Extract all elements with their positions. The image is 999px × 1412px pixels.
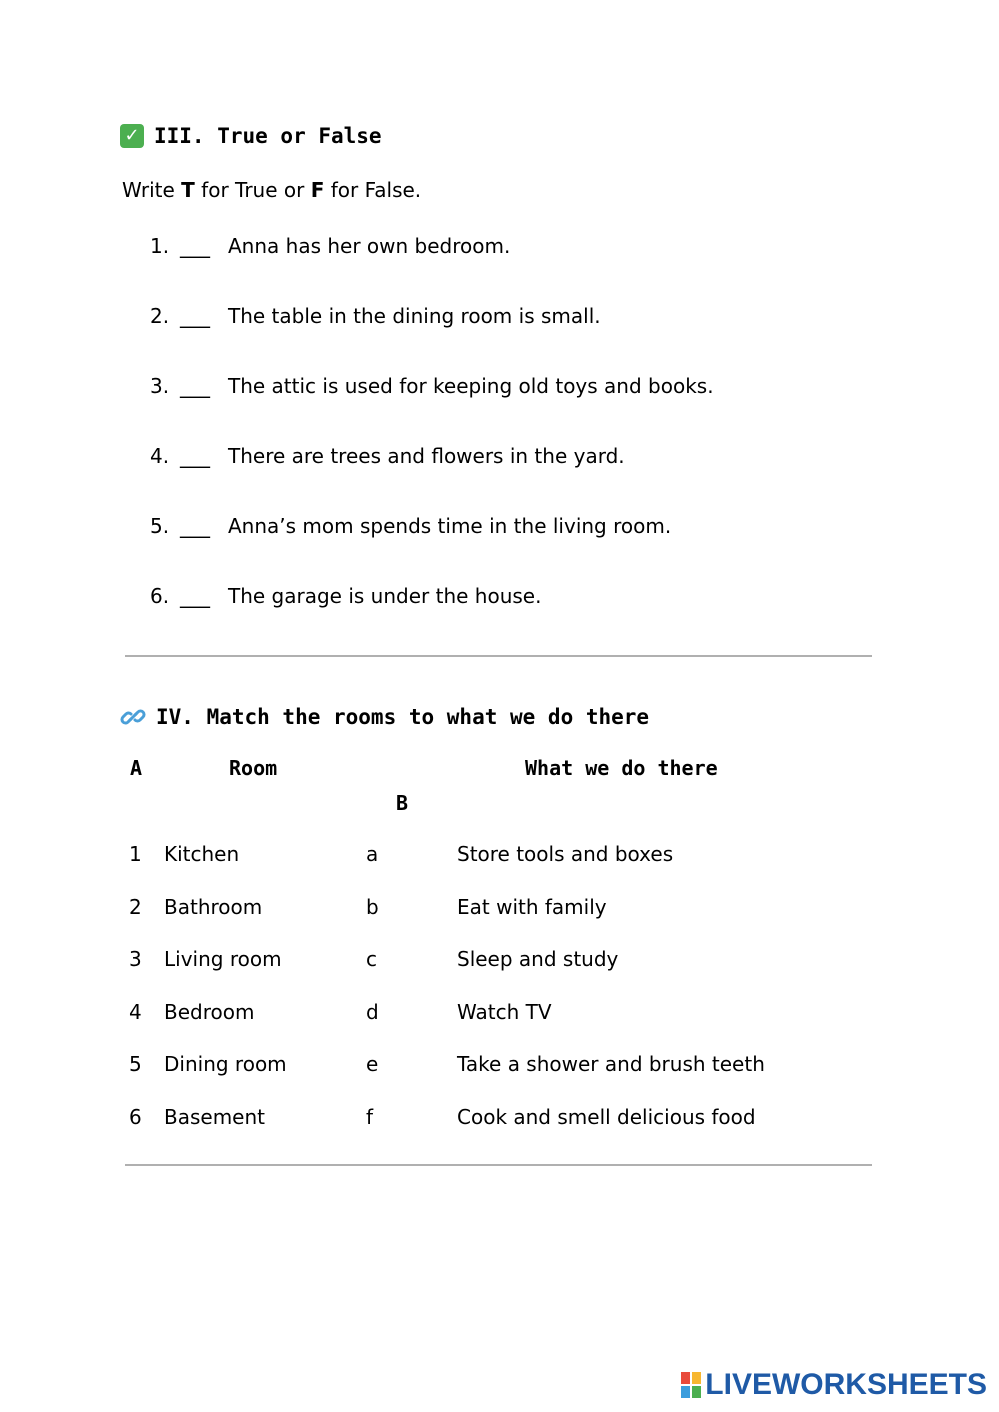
instruction-t: T bbox=[181, 178, 195, 202]
header-a: A bbox=[130, 756, 143, 780]
match-letter: b bbox=[366, 895, 379, 919]
match-room[interactable]: Kitchen bbox=[164, 842, 240, 866]
match-letter: e bbox=[366, 1052, 379, 1076]
logo-text: LIVEWORKSHEETS bbox=[705, 1368, 987, 1401]
instruction-mid2: for False. bbox=[324, 178, 422, 202]
tf-item-number: 4. bbox=[150, 444, 170, 468]
tf-item-2 bbox=[150, 304, 601, 328]
tf-item-number: 1. bbox=[150, 234, 170, 258]
tf-item-text: The attic is used for keeping old toys and books. bbox=[228, 374, 714, 398]
match-room[interactable]: Bedroom bbox=[164, 1000, 255, 1024]
header-room: Room bbox=[229, 756, 278, 780]
section-divider bbox=[125, 1164, 872, 1166]
tf-item-text: There are trees and flowers in the yard. bbox=[228, 444, 625, 468]
tf-item-4 bbox=[150, 444, 625, 468]
tf-item-text: The table in the dining room is small. bbox=[228, 304, 601, 328]
match-letter: c bbox=[366, 947, 377, 971]
instruction-prefix: Write bbox=[122, 178, 182, 202]
section4-title-text: IV. Match the rooms to what we do there bbox=[156, 705, 650, 729]
instruction-f: F bbox=[310, 178, 325, 202]
tf-item-number: 6. bbox=[150, 584, 170, 608]
tf-item-5 bbox=[150, 514, 671, 538]
match-room[interactable]: Bathroom bbox=[164, 895, 263, 919]
match-number: 1 bbox=[129, 842, 142, 866]
match-letter: f bbox=[366, 1105, 374, 1129]
match-number: 4 bbox=[129, 1000, 142, 1024]
section3-title-text: III. True or False bbox=[154, 124, 382, 148]
section4-title bbox=[120, 704, 649, 730]
header-what: What we do there bbox=[525, 756, 718, 780]
match-activity[interactable]: Sleep and study bbox=[457, 947, 619, 971]
tf-answer-blank[interactable]: ___ bbox=[180, 374, 210, 398]
section3-instruction bbox=[122, 178, 421, 202]
match-number: 5 bbox=[129, 1052, 142, 1076]
tf-item-number: 3. bbox=[150, 374, 170, 398]
tf-answer-blank[interactable]: ___ bbox=[180, 234, 210, 258]
section-divider bbox=[125, 655, 872, 657]
match-room[interactable]: Living room bbox=[164, 947, 282, 971]
tf-answer-blank[interactable]: ___ bbox=[180, 584, 210, 608]
header-b: B bbox=[396, 791, 409, 815]
tf-item-number: 2. bbox=[150, 304, 170, 328]
tf-item-6 bbox=[150, 584, 541, 608]
match-room[interactable]: Dining room bbox=[164, 1052, 287, 1076]
tf-answer-blank[interactable]: ___ bbox=[180, 514, 210, 538]
instruction-mid1: for True or bbox=[194, 178, 311, 202]
tf-answer-blank[interactable]: ___ bbox=[180, 444, 210, 468]
check-mark-icon: ✓ bbox=[120, 124, 144, 148]
tf-item-text: Anna has her own bedroom. bbox=[228, 234, 511, 258]
link-icon bbox=[120, 704, 146, 730]
match-number: 3 bbox=[129, 947, 142, 971]
match-activity[interactable]: Eat with family bbox=[457, 895, 607, 919]
tf-answer-blank[interactable]: ___ bbox=[180, 304, 210, 328]
section3-title bbox=[120, 124, 382, 148]
tf-item-1 bbox=[150, 234, 510, 258]
tf-item-text: Anna’s mom spends time in the living room. bbox=[228, 514, 672, 538]
tf-item-3 bbox=[150, 374, 714, 398]
match-activity[interactable]: Cook and smell delicious food bbox=[457, 1105, 756, 1129]
tf-item-number: 5. bbox=[150, 514, 170, 538]
match-letter: d bbox=[366, 1000, 379, 1024]
liveworksheets-logo bbox=[681, 1368, 987, 1402]
match-number: 6 bbox=[129, 1105, 142, 1129]
match-letter: a bbox=[366, 842, 379, 866]
match-number: 2 bbox=[129, 895, 142, 919]
match-room[interactable]: Basement bbox=[164, 1105, 266, 1129]
match-activity[interactable]: Watch TV bbox=[457, 1000, 552, 1024]
logo-mark-icon bbox=[681, 1372, 701, 1398]
match-activity[interactable]: Store tools and boxes bbox=[457, 842, 674, 866]
tf-item-text: The garage is under the house. bbox=[228, 584, 542, 608]
match-activity[interactable]: Take a shower and brush teeth bbox=[457, 1052, 765, 1076]
